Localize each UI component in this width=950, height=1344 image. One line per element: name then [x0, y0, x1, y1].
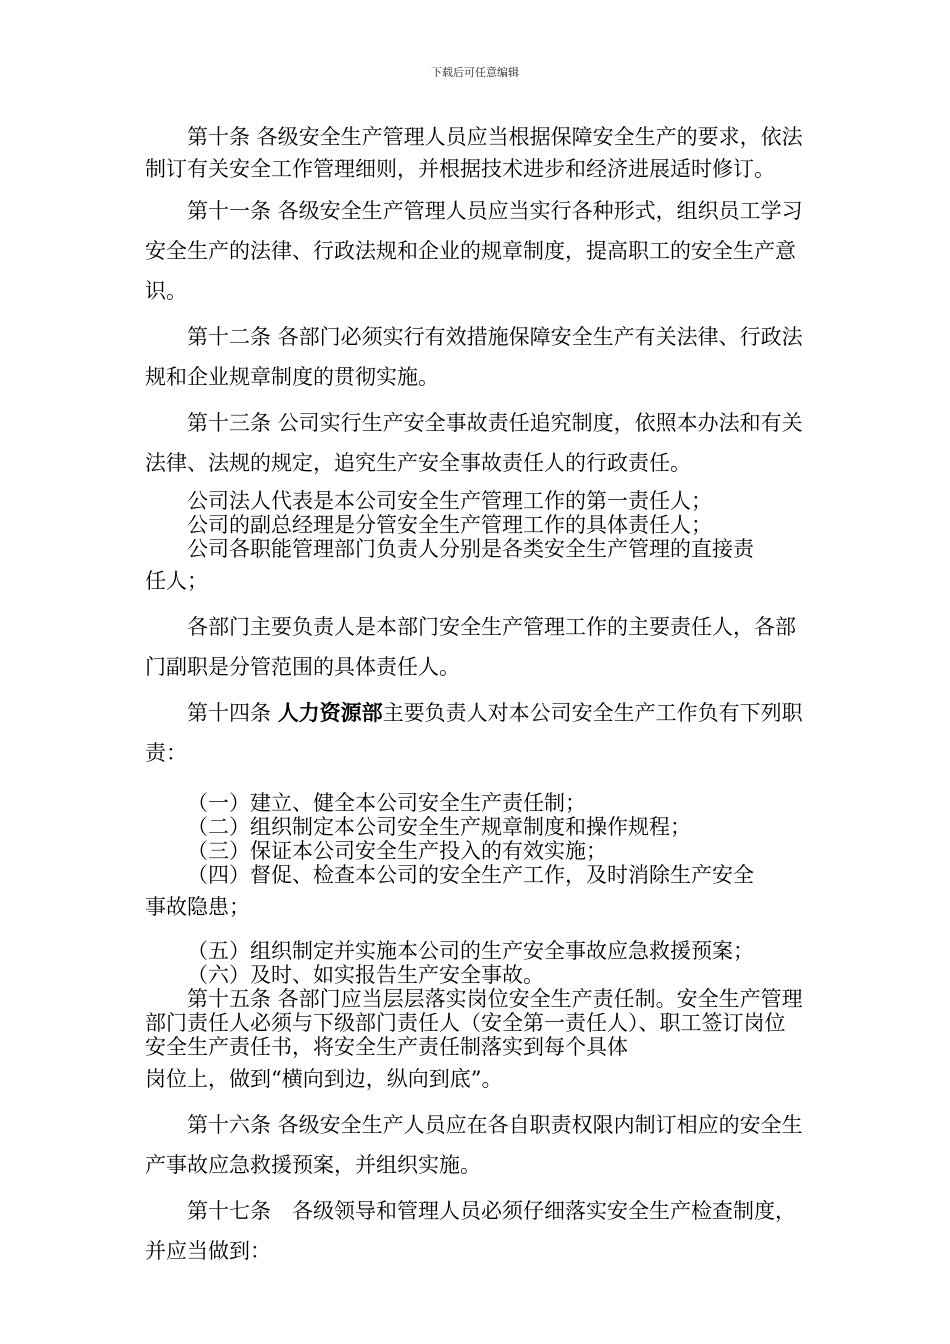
- duty-5: （五）组织制定并实施本公司的生产安全事故应急救援预案；: [187, 939, 754, 963]
- article-14-rest: 主要负责人对本公司安全生产工作负有下列职责：: [145, 701, 803, 765]
- article-13: 第十三条 公司实行生产安全事故责任追究制度，依照本办法和有关法律、法规的规定，追究生产安全事故责任人的行政责任。: [145, 411, 803, 475]
- responsibility-2: 公司的副总经理是分管安全生产管理工作的具体责任人；: [187, 513, 712, 537]
- responsibility-3-line-2: 任人；: [145, 569, 208, 593]
- article-10: 第十条 各级安全生产管理人员应当根据保障安全生产的要求，依法制订有关安全工作管理细则，并根据技术进步和经济进展适时修订。: [145, 125, 803, 181]
- article-12: 第十二条 各部门必须实行有效措施保障安全生产有关法律、行政法规和企业规章制度的贯彻实施。: [145, 325, 803, 389]
- duty-3: （三）保证本公司安全生产投入的有效实施；: [187, 839, 607, 863]
- duty-4-line-1: （四）督促、检查本公司的安全生产工作，及时消除生产安全: [187, 863, 754, 887]
- article-16: 第十六条 各级安全生产人员应在各自职责权限内制订相应的安全生产事故应急救援预案，并组织实施。: [145, 1113, 803, 1177]
- article-14-prefix: 第十四条: [187, 701, 278, 725]
- duty-6: （六）及时、如实报告生产安全事故。: [187, 963, 544, 987]
- duty-1: （一）建立、健全本公司安全生产责任制；: [187, 791, 586, 815]
- duty-2: （二）组织制定本公司安全生产规章制度和操作规程；: [187, 815, 691, 839]
- duty-4-line-2: 事故隐患；: [145, 895, 250, 919]
- responsibility-1: 公司法人代表是本公司安全生产管理工作的第一责任人；: [187, 489, 712, 513]
- page-header: 下载后可任意编辑: [431, 66, 519, 79]
- responsibility-4: 各部门主要负责人是本部门安全生产管理工作的主要责任人，各部门副职是分管范围的具体责任人。: [145, 615, 796, 679]
- article-17: 第十七条 各级领导和管理人员必须仔细落实安全生产检查制度，并应当做到：: [145, 1199, 796, 1263]
- article-15: 第十五条 各部门应当层层落实岗位安全生产责任制。安全生产管理部门责任人必须与下级部门责任人（安全第一责任人）、职工签订岗位安全生产责任书，将安全生产责任制落实到每个具体: [145, 987, 803, 1059]
- article-15-tail: 岗位上，做到“横向到边，纵向到底”。: [145, 1067, 503, 1091]
- responsibility-3-line-1: 公司各职能管理部门负责人分别是各类安全生产管理的直接责: [187, 537, 754, 561]
- document-body: [145, 121, 805, 1271]
- article-11: 第十一条 各级安全生产管理人员应当实行各种形式，组织员工学习安全生产的法律、行政法规和企业的规章制度，提高职工的安全生产意识。: [145, 199, 803, 303]
- article-14-bold: 人力资源部: [277, 700, 383, 725]
- article-14: [145, 693, 805, 773]
